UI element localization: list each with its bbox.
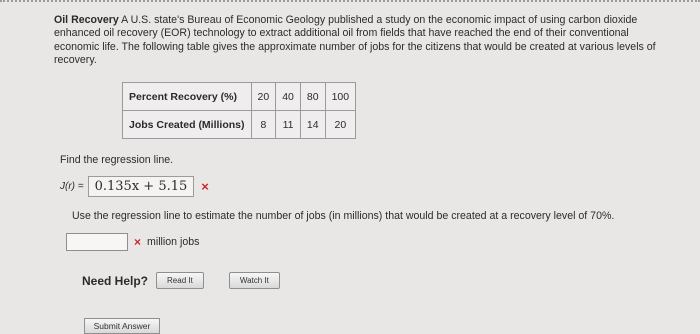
incorrect-icon: × — [134, 235, 142, 249]
table-cell: 80 — [300, 83, 325, 111]
unit-label: million jobs — [147, 236, 200, 248]
table-row-label: Percent Recovery (%) — [123, 83, 252, 111]
table-cell: 20 — [325, 111, 356, 139]
estimate-prompt: Use the regression line to estimate the number of jobs (in millions) that would be created at a recovery level of 70%. — [72, 210, 615, 222]
incorrect-icon: × — [201, 178, 209, 194]
table-cell: 11 — [276, 111, 301, 139]
top-dotted-border — [0, 0, 700, 6]
table-cell: 14 — [300, 111, 325, 139]
watch-it-button[interactable]: Watch It — [229, 272, 280, 289]
table-cell: 40 — [276, 83, 301, 111]
table-row-label: Jobs Created (Millions) — [123, 111, 252, 139]
regression-answer-row — [60, 176, 209, 196]
problem-text: A U.S. state's Bureau of Economic Geology published a study on the economic impact of using carbon dioxide enhanced oil recovery (EOR) technology to extract additional oil from fields that have reached the end of their conventional economic life. The following table gives the approximate number of jobs for the citizens that would be created at various levels of recovery. — [54, 14, 656, 67]
table-cell: 100 — [325, 83, 356, 111]
estimate-answer-row — [66, 233, 199, 251]
table-cell: 8 — [251, 111, 276, 139]
estimate-input[interactable] — [66, 233, 128, 251]
table-row — [123, 111, 356, 139]
submit-answer-button[interactable]: Submit Answer — [84, 318, 160, 334]
read-it-button[interactable]: Read It — [156, 272, 204, 289]
table-row — [123, 83, 356, 111]
help-row — [82, 272, 280, 289]
function-label: J(r) = — [60, 180, 84, 192]
table-cell: 20 — [251, 83, 276, 111]
regression-prompt: Find the regression line. — [60, 154, 174, 166]
problem-statement — [54, 14, 664, 68]
regression-answer-field[interactable]: 0.135x + 5.15 — [88, 176, 195, 197]
need-help-label: Need Help? — [82, 273, 149, 288]
data-table — [122, 82, 356, 139]
problem-title: Oil Recovery — [54, 14, 119, 26]
